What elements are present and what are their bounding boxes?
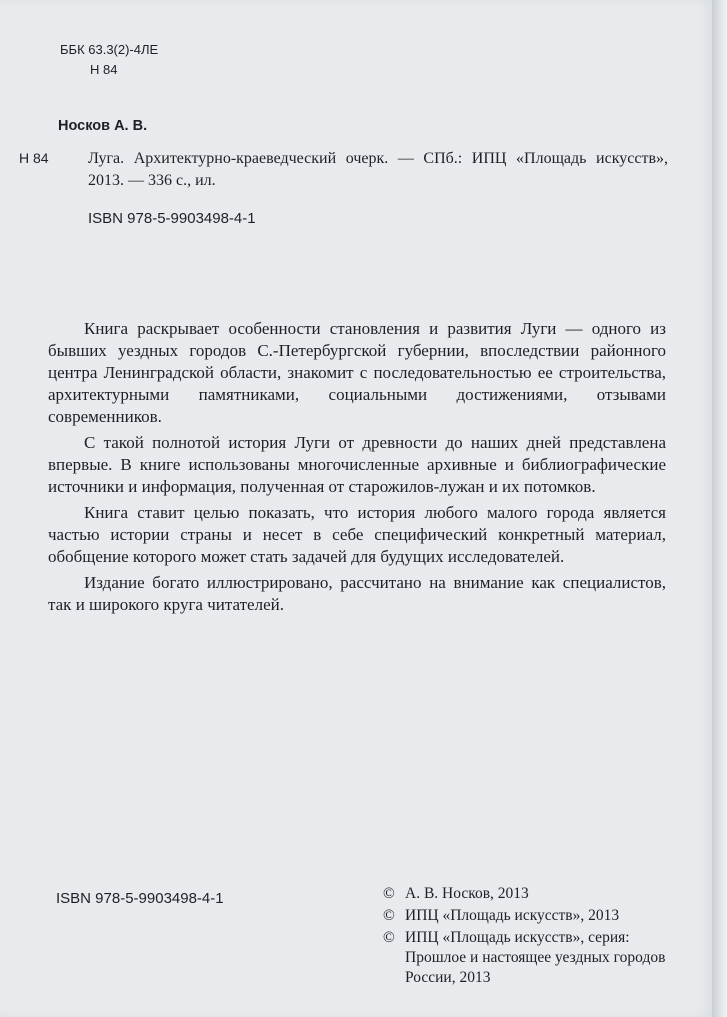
annotation-paragraph: Издание богато иллюстрировано, рассчитано на внимание как специалистов, так и широкого круга читателей. xyxy=(48,573,666,614)
author-sign-code: Н 84 xyxy=(90,62,118,77)
copyright-text: ИПЦ «Площадь искусств», серия: Прошлое и настоящее уездных городов России, 2013 xyxy=(405,929,666,986)
copyright-line xyxy=(383,906,673,926)
copyright-text: ИПЦ «Площадь искусств», 2013 xyxy=(405,907,620,924)
annotation-paragraph: С такой полнотой история Луги от древности до наших дней представлена впервые. В книге использованы многочисленные архивные и библиографические источники и информация, полученная от старожилов-лужан и их потомков. xyxy=(48,433,666,496)
copyright-symbol: © xyxy=(383,929,395,946)
bbk-code: ББК 63.3(2)-4ЛЕ xyxy=(60,42,159,57)
author-mark: Н 84 xyxy=(19,150,49,166)
isbn-top: ISBN 978-5-9903498-4-1 xyxy=(88,210,256,227)
isbn-bottom: ISBN 978-5-9903498-4-1 xyxy=(56,890,224,907)
bibliographic-entry: Луга. Архитектурно-краеведческий очерк. — СПб.: ИПЦ «Площадь искусств», 2013. — 336 с., ил. xyxy=(88,150,668,189)
copyright-text: А. В. Носков, 2013 xyxy=(405,885,529,902)
author-name: Носков А. В. xyxy=(58,118,148,134)
copyright-block xyxy=(383,884,673,990)
annotation-paragraph: Книга раскрывает особенности становления и развития Луги — одного из бывших уездных городов С.-Петербургской губернии, впоследствии районного центра Ленинградской области, знакомит с последовательностью ее строительства, архитектурными памятниками, социальными достижениями, отзывами современников. xyxy=(48,319,666,426)
copyright-line xyxy=(383,884,673,904)
bbk-classification xyxy=(60,40,158,80)
copyright-symbol: © xyxy=(383,885,395,902)
copyright-line xyxy=(383,928,673,988)
annotation xyxy=(48,318,666,620)
copyright-symbol: © xyxy=(383,907,395,924)
annotation-paragraph: Книга ставит целью показать, что история любого малого города является частью истории страны и несет в себе специфический конкретный материал, обобщение которого может стать задачей для будущих исследователей. xyxy=(48,503,666,566)
page-edge xyxy=(712,0,727,1017)
